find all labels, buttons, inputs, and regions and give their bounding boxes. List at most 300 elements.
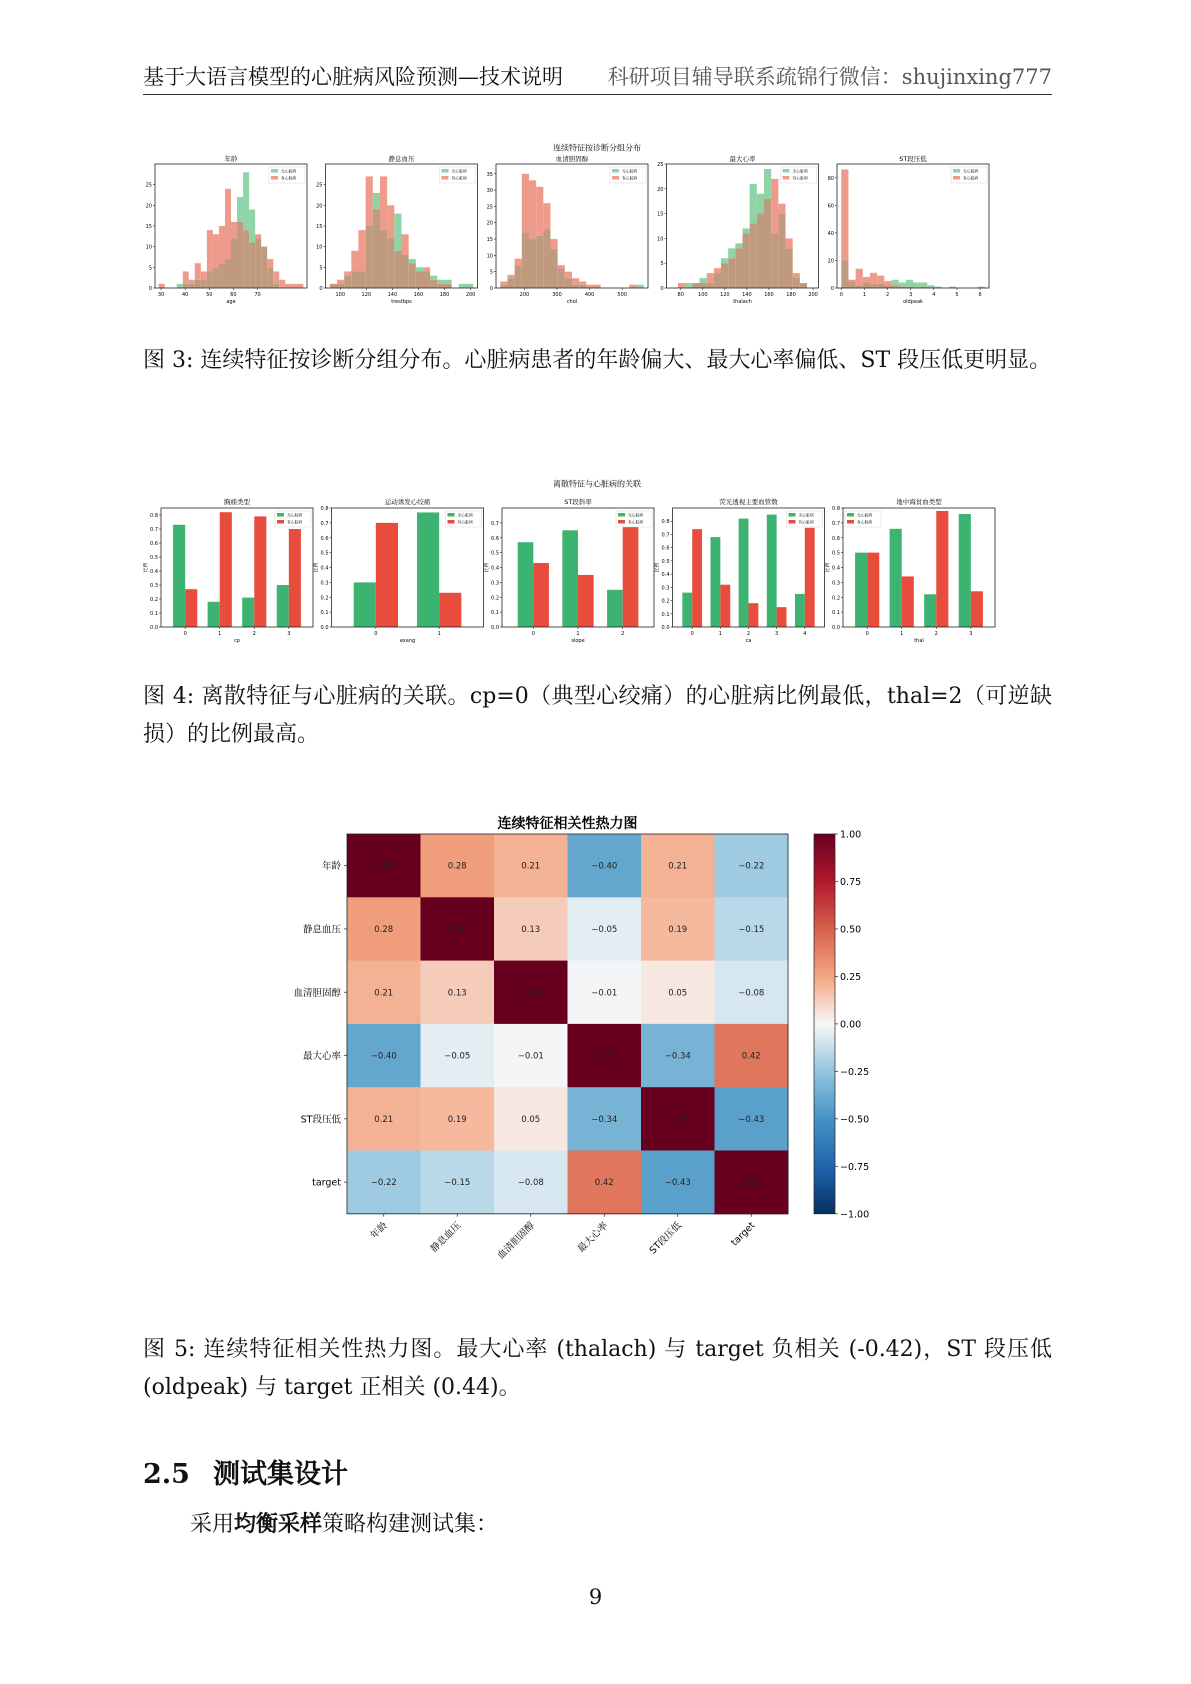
hist-bar-disease: [201, 271, 207, 279]
x-tick-label: 0: [183, 631, 187, 637]
x-tick-label: 70: [254, 292, 261, 298]
cell-value-label: 1.00: [521, 988, 541, 999]
hist-bar-disease: [291, 284, 297, 288]
hist-panel-3: [657, 154, 818, 305]
x-tick-label: 140: [387, 292, 398, 298]
cell-value-label: 1.00: [741, 1178, 761, 1189]
hist-bar-overlap: [743, 233, 750, 288]
hist-bar-overlap: [213, 267, 219, 288]
hist-bar-disease: [366, 176, 373, 226]
legend-label-no-disease: 无心脏病: [281, 168, 297, 174]
hist-bar-overlap: [402, 255, 409, 288]
x-tick-label: 静息血压: [428, 1220, 464, 1255]
y-tick-label: 0.1: [661, 611, 670, 618]
hist-bar-disease: [402, 234, 409, 255]
colorbar-tick-label: −0.75: [840, 1161, 870, 1173]
hist-bar-overlap: [387, 238, 394, 288]
y-tick-label: 80: [827, 175, 834, 182]
legend-label-no-disease: 无心脏病: [857, 512, 873, 518]
x-tick-label: 120: [361, 292, 372, 298]
x-tick-label: 2: [746, 631, 751, 637]
figure-title: 连续特征相关性热力图: [497, 816, 638, 832]
cell-value-label: −0.40: [370, 1051, 397, 1062]
hist-bar-no-disease: [721, 258, 728, 263]
y-tick-label: 0.3: [661, 585, 670, 592]
hist-bar-overlap: [863, 282, 870, 288]
bar-disease: [254, 516, 266, 627]
y-tick-label: 0.3: [491, 580, 499, 587]
hist-bar-disease: [786, 238, 793, 248]
cell-value-label: −0.05: [444, 1051, 471, 1062]
legend-label-disease: 有心脏病: [287, 519, 303, 525]
y-tick-label: 0.1: [150, 611, 158, 617]
hist-bar-overlap: [243, 230, 249, 288]
hist-bar-overlap: [884, 285, 891, 288]
hist-bar-no-disease: [920, 282, 927, 286]
hist-bar-disease: [358, 230, 365, 271]
y-tick-label: 0.2: [150, 597, 158, 603]
x-tick-label: 0: [374, 631, 378, 637]
legend-label-disease: 有心脏病: [628, 519, 644, 525]
y-tick-label: 血清胆固醇: [293, 987, 341, 999]
section-title: 测试集设计: [213, 1459, 348, 1490]
hist-bar-disease: [848, 280, 855, 281]
cell-value-label: −0.34: [664, 1051, 691, 1062]
y-tick-label: 15: [316, 224, 323, 230]
x-tick-label: 30: [157, 292, 165, 298]
legend-swatch-no-disease: [271, 169, 278, 173]
hist-bar-disease: [536, 187, 543, 236]
legend-swatch-no-disease: [847, 513, 854, 517]
y-tick-label: 20: [486, 220, 493, 227]
x-tick-label: 年龄: [368, 1220, 390, 1242]
y-tick-label: 0.5: [661, 558, 670, 565]
bar-no-disease: [682, 593, 692, 627]
y-tick-label: 5: [319, 265, 323, 272]
y-tick-label: 40: [827, 230, 834, 237]
y-tick-label: 0.2: [661, 598, 670, 605]
hist-bar-overlap: [261, 247, 267, 288]
legend-label-no-disease: 无心脏病: [792, 168, 808, 174]
hist-bar-disease: [543, 203, 550, 229]
hist-bar-overlap: [800, 283, 807, 288]
x-tick-label: 3: [969, 631, 973, 637]
hist-bar-overlap: [249, 243, 255, 288]
hist-bar-disease: [714, 268, 721, 273]
y-tick-label: 10: [657, 236, 664, 243]
legend-swatch-no-disease: [783, 169, 790, 173]
y-tick-label: 0.6: [832, 535, 840, 542]
y-tick-label: 15: [486, 237, 493, 244]
x-tick-label: 2: [252, 631, 256, 637]
y-tick-label: 0.4: [661, 572, 670, 579]
colorbar: [814, 834, 835, 1214]
x-tick-label: 120: [720, 292, 730, 298]
legend-label-no-disease: 无心脏病: [451, 168, 467, 174]
colorbar-tick-label: 1.00: [840, 829, 862, 841]
hist-bar-overlap: [394, 251, 401, 288]
x-tick-label: 160: [764, 292, 774, 298]
bar-disease: [692, 529, 702, 627]
colorbar-tick-label: 0.25: [840, 971, 862, 983]
hist-bar-overlap: [423, 271, 430, 288]
bar-no-disease: [354, 582, 376, 627]
y-axis-label: 比例: [825, 562, 831, 573]
bar-no-disease: [562, 530, 578, 627]
bar-no-disease: [795, 594, 805, 627]
hist-bar-disease: [279, 280, 285, 288]
cell-value-label: 1.00: [374, 861, 394, 872]
hist-bar-no-disease: [437, 280, 444, 284]
bar-no-disease: [607, 590, 623, 627]
legend-swatch-no-disease: [448, 513, 455, 517]
bar-disease: [749, 603, 759, 627]
x-tick-label: 1: [900, 631, 904, 637]
figure-3-caption: 图 3: 连续特征按诊断分组分布。心脏病患者的年龄偏大、最大心率偏低、ST 段压低更明显。: [143, 348, 1052, 373]
hist-bar-no-disease: [728, 248, 735, 258]
hist-bar-disease: [183, 271, 189, 283]
bar-disease: [376, 523, 398, 627]
legend-swatch-disease: [271, 176, 278, 180]
hist-bar-overlap: [416, 271, 423, 288]
hist-bar-no-disease: [459, 284, 466, 288]
legend-swatch-no-disease: [277, 513, 284, 517]
y-tick-label: target: [312, 1177, 341, 1189]
legend-label-disease: 有心脏病: [857, 519, 873, 525]
y-tick-label: 0.2: [832, 595, 840, 602]
legend-label-disease: 有心脏病: [798, 519, 814, 525]
cell-value-label: 0.28: [374, 924, 394, 935]
y-tick-label: 0.3: [832, 580, 840, 587]
hist-bar-overlap: [195, 280, 201, 288]
figure-3-histograms: [143, 140, 1052, 326]
legend-label-no-disease: 无心脏病: [798, 512, 814, 518]
x-tick-label: 4: [932, 292, 936, 298]
figure-4-bar-charts: [143, 478, 1052, 660]
bar-no-disease: [890, 529, 902, 627]
x-tick-label: 100: [698, 292, 708, 298]
hist-bar-overlap: [699, 283, 706, 288]
y-tick-label: 20: [827, 258, 834, 265]
figure-title: 连续特征按诊断分组分布: [553, 143, 641, 153]
y-axis-label: 比例: [484, 562, 490, 573]
y-tick-label: 25: [657, 162, 664, 168]
hist-bar-disease: [297, 284, 303, 288]
y-tick-label: 0.5: [491, 550, 499, 557]
legend-label-disease: 有心脏病: [281, 175, 297, 181]
hist-bar-disease: [231, 222, 237, 239]
hist-bar-overlap: [344, 276, 351, 288]
legend-swatch-no-disease: [789, 513, 796, 517]
y-tick-label: 20: [657, 186, 664, 193]
bar-no-disease: [855, 553, 867, 627]
x-tick-label: 0: [531, 631, 535, 637]
x-tick-label: 1: [437, 631, 441, 637]
y-tick-label: 0.5: [320, 550, 329, 557]
section-number: 2.5: [143, 1459, 190, 1490]
x-tick-label: 160: [413, 292, 424, 298]
hist-bar-disease: [565, 272, 572, 279]
hist-bar-disease: [884, 281, 891, 285]
x-tick-label: ST段压低: [647, 1220, 684, 1257]
hist-bar-overlap: [778, 214, 785, 288]
hist-bar-disease: [387, 205, 394, 238]
legend-swatch-disease: [277, 520, 284, 524]
hist-bar-disease: [841, 170, 848, 261]
y-tick-label: 0.0: [150, 625, 158, 631]
hist-bar-no-disease: [237, 197, 243, 222]
y-tick-label: 0.5: [832, 550, 840, 557]
bar-no-disease: [242, 598, 254, 627]
hist-bar-disease: [856, 269, 863, 286]
hist-bar-disease: [225, 189, 231, 259]
y-tick-label: 20: [316, 203, 323, 210]
y-tick-label: 0.0: [832, 625, 840, 631]
x-tick-label: 0: [865, 631, 869, 637]
legend-swatch-disease: [442, 176, 449, 180]
hist-bar-overlap: [366, 226, 373, 288]
x-axis-label: cp: [234, 638, 240, 644]
hist-bar-no-disease: [416, 267, 423, 271]
y-tick-label: 35: [486, 171, 493, 178]
hist-bar-disease: [558, 265, 565, 268]
hist-bar-disease: [579, 281, 586, 284]
x-tick-label: 180: [439, 292, 450, 298]
bar-no-disease: [417, 512, 439, 627]
hist-bar-overlap: [189, 284, 195, 288]
y-tick-label: 0.7: [320, 520, 329, 527]
y-tick-label: 0.7: [661, 532, 670, 539]
hist-bar-no-disease: [409, 259, 416, 263]
hist-bar-overlap: [579, 285, 586, 288]
cell-value-label: 0.21: [374, 988, 394, 999]
x-tick-label: 0: [690, 631, 694, 637]
x-tick-label: 140: [742, 292, 752, 298]
bar-panel-3: [654, 497, 825, 644]
bar-disease: [720, 585, 730, 627]
y-tick-label: 10: [145, 244, 152, 251]
bar-no-disease: [711, 537, 721, 627]
hist-bar-disease: [572, 278, 579, 285]
x-tick-label: 5: [955, 292, 959, 298]
cell-value-label: −0.08: [517, 1178, 544, 1189]
hist-bar-overlap: [522, 233, 529, 288]
panel-title: 荧光透视主要血管数: [719, 498, 778, 506]
x-tick-label: 100: [335, 292, 346, 298]
x-axis-label: thalach: [733, 299, 752, 305]
hist-bar-disease: [507, 275, 514, 278]
hist-bar-disease: [273, 271, 279, 283]
x-tick-label: target: [729, 1220, 758, 1249]
cell-value-label: 0.05: [668, 988, 688, 999]
hist-bar-overlap: [507, 278, 514, 288]
x-axis-label: slope: [571, 638, 585, 644]
y-tick-label: 0.6: [491, 535, 499, 542]
hist-bar-overlap: [380, 230, 387, 288]
y-tick-label: 0: [830, 286, 834, 292]
bar-no-disease: [277, 585, 289, 627]
x-tick-label: 3: [909, 292, 913, 298]
bar-disease: [867, 553, 879, 627]
y-tick-label: 0.6: [320, 535, 329, 542]
y-tick-label: 0.3: [150, 583, 158, 589]
hist-bar-no-disease: [750, 184, 757, 224]
figure-4-caption: 图 4: 离散特征与心脏病的关联。cp=0（典型心绞痛）的心脏病比例最低，thal=2（可逆缺损）的比例最高。: [143, 684, 1052, 747]
y-axis-label: 比例: [143, 562, 149, 573]
colorbar-tick-label: 0.00: [840, 1019, 862, 1031]
hist-bar-overlap: [543, 229, 550, 288]
x-tick-label: 1: [576, 631, 580, 637]
hist-bar-overlap: [558, 268, 565, 288]
y-tick-label: 0.6: [150, 541, 158, 547]
y-tick-label: 30: [486, 188, 493, 195]
x-tick-label: 40: [181, 292, 189, 298]
y-tick-label: 0.3: [320, 580, 329, 587]
cell-value-label: −0.43: [738, 1114, 765, 1125]
y-tick-label: 0.5: [150, 555, 158, 561]
x-axis-label: thal: [914, 638, 924, 644]
cell-value-label: −0.01: [591, 988, 618, 999]
hist-bar-disease: [255, 234, 261, 238]
hist-bar-overlap: [757, 214, 764, 288]
hist-bar-overlap: [430, 280, 437, 288]
bar-no-disease: [767, 515, 777, 627]
hist-bar-overlap: [735, 248, 742, 288]
x-axis-label: oldpeak: [903, 299, 923, 305]
cell-value-label: 1.00: [594, 1051, 614, 1062]
hist-bar-disease: [351, 251, 358, 272]
legend-swatch-disease: [953, 176, 960, 180]
hist-bar-no-disease: [466, 284, 473, 288]
hist-bar-disease: [870, 273, 877, 284]
y-tick-label: 5: [660, 261, 664, 268]
hist-bar-overlap: [793, 278, 800, 288]
hist-bar-overlap: [237, 222, 243, 288]
x-axis-label: chol: [566, 299, 578, 305]
panel-title: ST段斜率: [564, 498, 592, 506]
x-tick-label: 80: [677, 292, 684, 298]
y-tick-label: 0: [660, 286, 664, 292]
hist-bar-disease: [793, 273, 800, 278]
hist-bar-no-disease: [177, 284, 183, 288]
x-tick-label: 200: [465, 292, 476, 298]
hist-bar-disease: [877, 276, 884, 284]
colorbar-tick-label: 0.75: [840, 876, 862, 888]
cell-value-label: 0.19: [447, 1114, 467, 1125]
x-tick-label: 50: [206, 292, 213, 298]
hist-bar-overlap: [786, 248, 793, 288]
bar-disease: [220, 512, 232, 627]
x-tick-label: 6: [978, 292, 982, 298]
hist-bar-no-disease: [764, 169, 771, 199]
panel-title: 血清胆固醇: [555, 155, 589, 163]
hist-bar-disease: [771, 179, 778, 234]
y-tick-label: 20: [145, 203, 152, 210]
hist-bar-no-disease: [913, 282, 920, 288]
hist-bar-no-disease: [249, 209, 255, 242]
hist-bar-disease: [550, 239, 557, 249]
legend-label-disease: 有心脏病: [792, 175, 808, 181]
hist-bar-overlap: [728, 258, 735, 288]
hist-bar-no-disease: [394, 214, 401, 251]
bar-panel-4: [824, 497, 995, 644]
hist-bar-overlap: [500, 285, 507, 288]
hist-bar-disease: [629, 285, 636, 288]
cell-value-label: −0.08: [738, 988, 765, 999]
hist-bar-overlap: [351, 271, 358, 288]
y-tick-label: 静息血压: [302, 924, 341, 936]
panel-title: 年龄: [224, 155, 238, 163]
legend-label-no-disease: 无心脏病: [963, 168, 979, 174]
cell-value-label: 1.00: [447, 924, 467, 935]
y-tick-label: 0.8: [661, 519, 670, 526]
hist-bar-overlap: [764, 199, 771, 288]
hist-bar-disease: [285, 284, 291, 288]
hist-bar-overlap: [373, 209, 380, 288]
y-tick-label: 最大心率: [302, 1051, 341, 1063]
legend-swatch-no-disease: [612, 169, 619, 173]
bar-disease: [623, 515, 639, 627]
legend-swatch-no-disease: [442, 169, 449, 173]
hist-bar-disease: [522, 174, 529, 233]
cell-value-label: −0.05: [591, 924, 618, 935]
hist-bar-disease: [189, 280, 195, 284]
y-tick-label: 10: [316, 244, 323, 251]
panel-title: 胸痛类型: [224, 498, 250, 506]
bar-disease: [533, 563, 549, 627]
y-tick-label: 0.4: [832, 565, 840, 572]
hist-bar-disease: [778, 204, 785, 214]
y-axis-label: 比例: [654, 562, 661, 573]
y-tick-label: 60: [827, 203, 834, 210]
hist-bar-overlap: [273, 284, 279, 288]
panel-title: 最大心率: [729, 155, 756, 163]
x-tick-label: 1: [862, 292, 867, 298]
hist-bar-disease: [678, 283, 685, 288]
cell-value-label: 0.13: [521, 924, 541, 935]
hist-bar-disease: [159, 284, 165, 288]
bar-no-disease: [924, 594, 936, 627]
legend-swatch-disease: [789, 520, 796, 524]
hist-panel-4: [828, 154, 989, 305]
cell-value-label: −0.43: [664, 1178, 691, 1189]
x-tick-label: 血清胆固醇: [495, 1220, 537, 1262]
y-tick-label: 0: [148, 286, 152, 292]
bar-disease: [971, 591, 983, 627]
x-tick-label: 200: [519, 292, 530, 298]
bar-disease: [439, 593, 461, 627]
y-tick-label: 0.4: [491, 565, 499, 572]
bar-no-disease: [173, 525, 185, 627]
hist-bar-overlap: [201, 280, 207, 288]
bar-disease: [578, 575, 594, 627]
bar-panel-1: [313, 497, 484, 644]
cell-value-label: −0.22: [738, 861, 765, 872]
legend-label-no-disease: 无心脏病: [622, 168, 638, 174]
hist-bar-no-disease: [637, 285, 644, 288]
y-tick-label: 15: [145, 224, 152, 230]
hist-bar-overlap: [841, 260, 848, 288]
hist-bar-overlap: [183, 284, 189, 288]
y-tick-label: 0.0: [320, 625, 329, 631]
legend-label-no-disease: 无心脏病: [628, 512, 644, 518]
colorbar-tick-label: −0.25: [840, 1066, 870, 1078]
hist-bar-overlap: [565, 278, 572, 288]
hist-bar-no-disease: [757, 194, 764, 214]
body-paragraph: [190, 1507, 498, 1538]
legend-swatch-disease: [448, 520, 455, 524]
cell-value-label: 0.28: [447, 861, 467, 872]
